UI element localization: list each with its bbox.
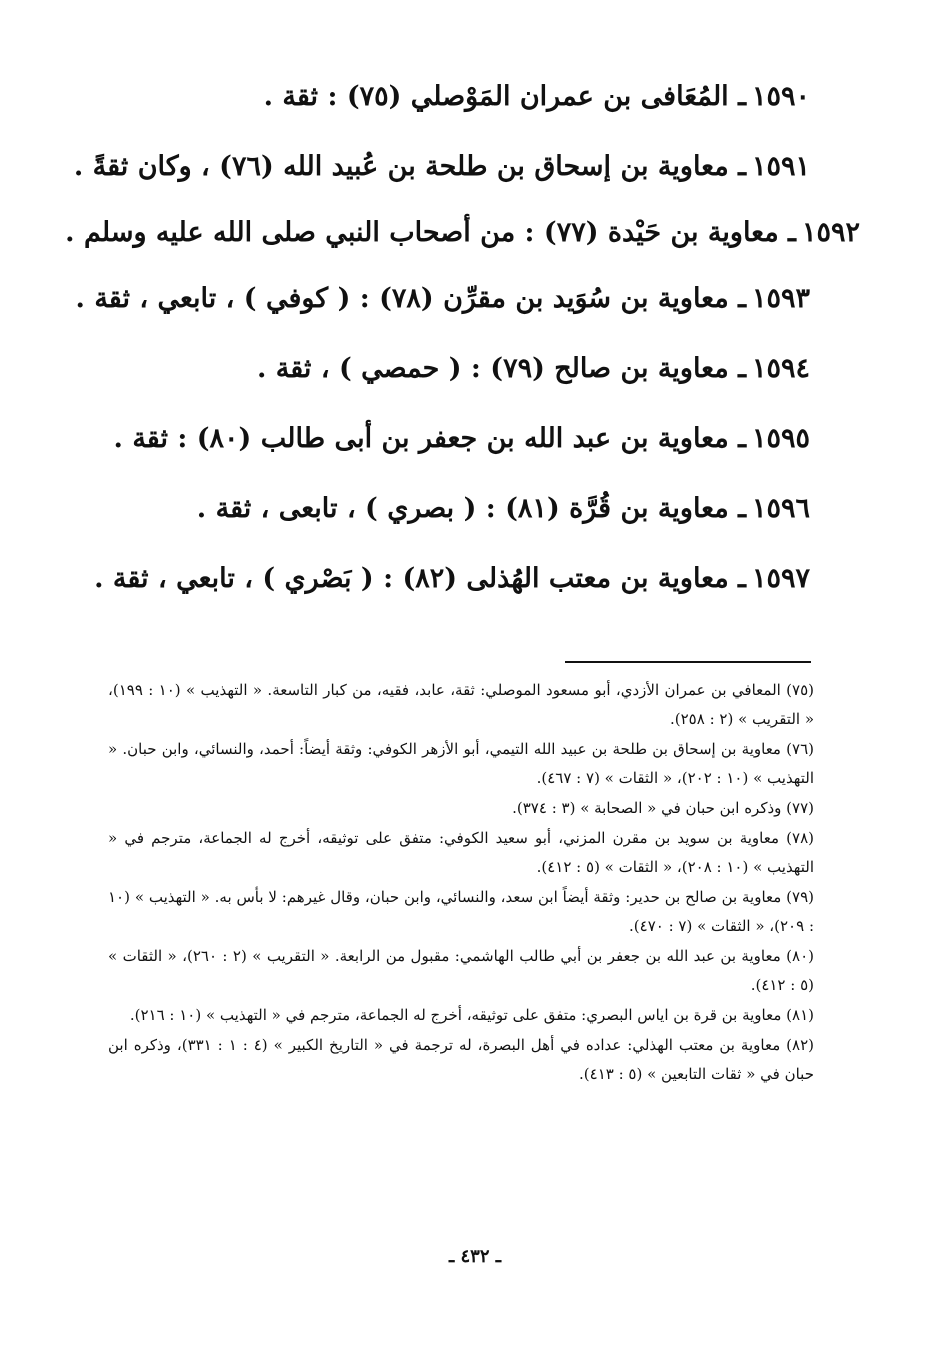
footnote-75: (٧٥) المعافي بن عمران الأزدي، أبو مسعود الموصلي: ثقة، عابد، فقيه، من كبار التاسعة. « التهذيب » (١٠ : ١٩٩)، « التقريب » (٢ : ٢٥٨). — [108, 681, 815, 728]
footnote-81: (٨١) معاوية بن قرة بن اياس البصري: متفق على توثيقه، أخرج له الجماعة، مترجم في « التهذيب » (١٠ : ٢١٦). — [129, 1006, 814, 1024]
entry-1592 — [40, 202, 860, 264]
page-number: ـ ٤٣٢ ـ — [448, 1246, 502, 1267]
entry-number: ١٥٩٢ — [801, 217, 860, 248]
entry-text: ـ معاوية بن سُوَيد بن مقرِّن (٧٨) : ( كوفي ) ، تابعي ، ثقة . — [75, 283, 746, 314]
entry-1590 — [40, 62, 810, 132]
entry-number: ١٥٩٦ — [751, 493, 810, 524]
footnote-80: (٨٠) معاوية بن عبد الله بن جعفر بن أبي طالب الهاشمي: مقبول من الرابعة. « التقريب » (٢ : ٢٦٠)، « الثقات » (٥ : ٤١٢). — [108, 947, 814, 994]
entry-text: ـ معاوية بن عبد الله بن جعفر بن أبى طالب (٨٠) : ثقة . — [113, 423, 746, 454]
entry-number: ١٥٩٤ — [751, 353, 810, 384]
entry-1591 — [40, 132, 810, 202]
footnote-76: (٧٦) معاوية بن إسحاق بن طلحة بن عبيد الله التيمي، أبو الأزهر الكوفي: وثقة أيضاً: أحمد، والنسائي، وابن حبان. « التهذيب » (١٠ : ٢٠٢)، « الثقات » (٧ : ٤٦٧). — [108, 740, 814, 787]
entry-number: ١٥٩٧ — [751, 563, 810, 594]
footnotes — [108, 676, 814, 1090]
footnote-79: (٧٩) معاوية بن صالح بن حدير: وثقة أيضاً ابن سعد، والنسائي، وابن حبان، وقال غيرهم: لا بأس به. « التهذيب » (١٠ : ٢٠٩)، « الثقات » (٧ : ٤٧٠). — [108, 888, 814, 935]
entry-number: ١٥٩١ — [751, 151, 810, 182]
entry-text: ـ معاوية بن إسحاق بن طلحة بن عُبيد الله (٧٦) ، وكان ثقةً . — [73, 151, 746, 182]
entry-1596 — [40, 474, 810, 544]
entry-text: ـ معاوية بن حَيْدة (٧٧) : من أصحاب النبي صلى الله عليه وسلم . — [65, 217, 796, 248]
footnote-separator — [565, 661, 811, 663]
entry-1595 — [40, 404, 810, 474]
entry-text: ـ معاوية بن قُرَّة (٨١) : ( بصري ) ، تابعى ، ثقة . — [196, 493, 746, 524]
footnote-78: (٧٨) معاوية بن سويد بن مقرن المزني، أبو سعيد الكوفي: متفق على توثيقه، أخرج له الجماعة، مترجم في « التهذيب » (١٠ : ٢٠٨)، « الثقات » (٥ : ٤١٢). — [108, 829, 814, 876]
entry-number: ١٥٩٥ — [751, 423, 810, 454]
entry-1593 — [40, 264, 810, 334]
entries-list — [40, 62, 860, 614]
entry-number: ١٥٩٣ — [751, 283, 810, 314]
entry-text: ـ معاوية بن صالح (٧٩) : ( حمصي ) ، ثقة . — [256, 353, 746, 384]
entry-1594 — [40, 334, 810, 404]
entry-number: ١٥٩٠ — [751, 81, 810, 112]
entry-1597 — [40, 544, 810, 614]
entry-text: ـ معاوية بن معتب الهُذلى (٨٢) : ( بَصْري ) ، تابعي ، ثقة . — [94, 563, 746, 594]
entry-text: ـ المُعَافى بن عمران المَوْصلي (٧٥) : ثقة . — [263, 81, 746, 112]
footnote-82: (٨٢) معاوية بن معتب الهذلي: عداده في أهل البصرة، له ترجمة في « التاريخ الكبير » (٤ : ١ : ٣٣١)، وذكره ابن حبان في « ثقات التابعين » (٥ : ٤١٣). — [108, 1036, 815, 1083]
footnote-77: (٧٧) وذكره ابن حبان في « الصحابة » (٣ : ٣٧٤). — [512, 799, 814, 817]
